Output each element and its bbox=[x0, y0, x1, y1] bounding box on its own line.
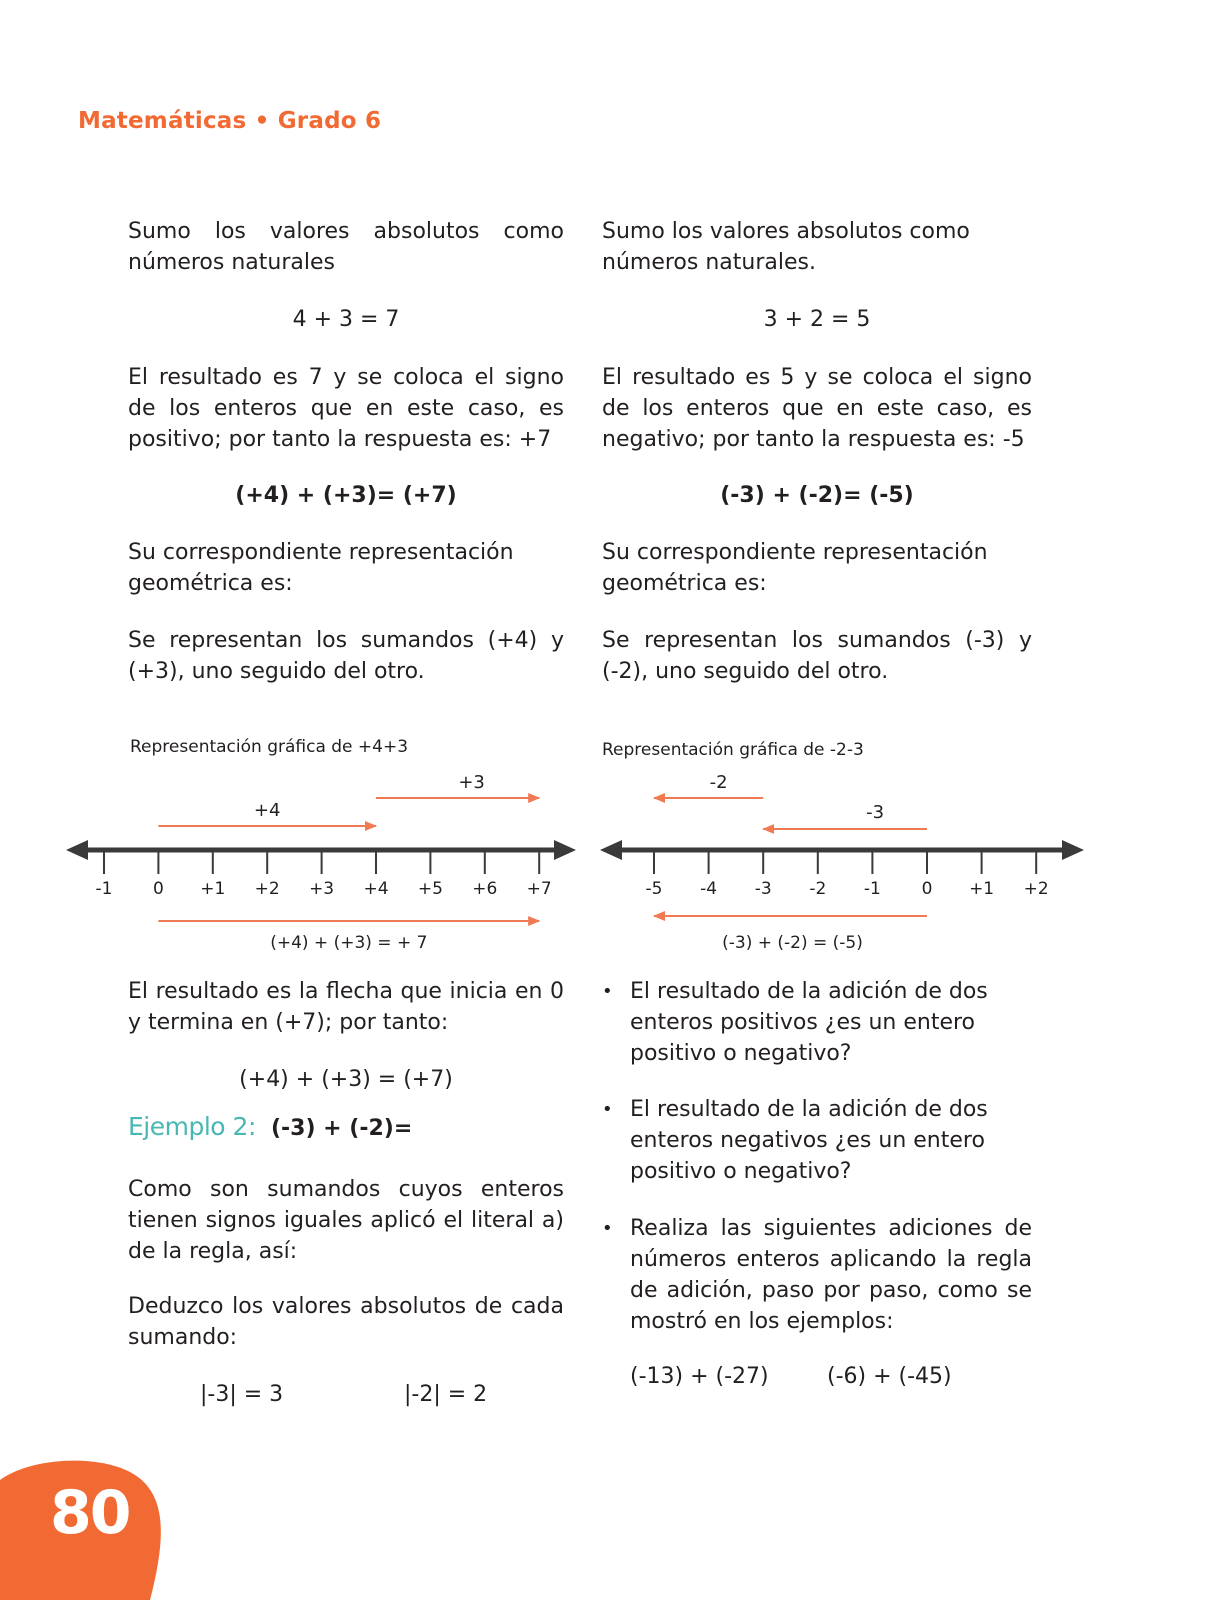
left-eq2: (+4) + (+3)= (+7) bbox=[235, 483, 457, 508]
bullet-text: El resultado de la adición de dos enteros positivos ¿es un entero positivo o negativo? bbox=[630, 979, 988, 1066]
arrow-plus-3-label: +3 bbox=[458, 772, 485, 793]
example-label: Ejemplo 2: bbox=[128, 1112, 256, 1141]
right-axis bbox=[600, 840, 1084, 860]
right-tick-label: +2 bbox=[1023, 879, 1049, 899]
bullet-item bbox=[602, 1213, 1032, 1337]
sum-label-minus-5: (-3) + (-2) = (-5) bbox=[722, 933, 863, 953]
bullet-text: El resultado de la adición de dos enteros negativos ¿es un entero positivo o negativo? bbox=[630, 1097, 988, 1184]
example-2-heading bbox=[128, 1112, 412, 1141]
bullet-icon: • bbox=[602, 981, 613, 1002]
left-p5: El resultado es la flecha que inicia en 0 y termina en (+7); por tanto: bbox=[128, 979, 564, 1035]
bullet-icon: • bbox=[602, 1218, 613, 1239]
left-tick-label: +7 bbox=[526, 879, 552, 899]
right-tick-label: -2 bbox=[809, 879, 827, 899]
right-p2: El resultado es 5 y se coloca el signo de los enteros que en este caso, es negativo; por tanto la respuesta es: -5 bbox=[602, 365, 1032, 452]
page-header: Matemáticas • Grado 6 bbox=[78, 108, 382, 134]
right-tick-label: -4 bbox=[700, 879, 718, 899]
right-tick-label: 0 bbox=[921, 879, 933, 899]
right-p1: Sumo los valores absolutos como números naturales. bbox=[602, 219, 970, 275]
left-tick-label: +1 bbox=[200, 879, 226, 899]
right-eq2: (-3) + (-2)= (-5) bbox=[720, 483, 914, 508]
left-tick-label: +4 bbox=[363, 879, 389, 899]
left-p7: Deduzco los valores absolutos de cada sumando: bbox=[128, 1294, 564, 1350]
left-tick-label: 0 bbox=[152, 879, 164, 899]
right-number-line bbox=[594, 770, 1110, 960]
left-number-line bbox=[60, 770, 590, 960]
arrow-plus-4-label: +4 bbox=[253, 800, 281, 821]
right-eq1: 3 + 2 = 5 bbox=[763, 307, 871, 332]
abs-value-2: |-2| = 2 bbox=[404, 1382, 488, 1407]
right-p4: Se representan los sumandos (-3) y (-2), uno seguido del otro. bbox=[602, 628, 1032, 684]
left-tick-label: +6 bbox=[472, 879, 498, 899]
left-p1: Sumo los valores absolutos como números naturales bbox=[128, 219, 564, 275]
left-tick-label: +3 bbox=[309, 879, 335, 899]
right-graph-caption: Representación gráfica de -2-3 bbox=[602, 740, 864, 760]
right-tick-label: -5 bbox=[645, 879, 663, 899]
bullet-text: Realiza las siguientes adiciones de números enteros aplicando la regla de adición, paso por paso, como se mostró en los ejemplos: bbox=[630, 1216, 1032, 1334]
left-graph-caption: Representación gráfica de +4+3 bbox=[130, 737, 409, 757]
right-tick-label: -3 bbox=[754, 879, 772, 899]
right-p3: Su correspondiente representación geométrica es: bbox=[602, 540, 988, 596]
left-tick-label: +5 bbox=[417, 879, 443, 899]
left-p4: Se representan los sumandos (+4) y (+3), uno seguido del otro. bbox=[128, 628, 564, 684]
right-tick-label: +1 bbox=[969, 879, 995, 899]
left-tick-label: -1 bbox=[95, 879, 113, 899]
left-eq3: (+4) + (+3) = (+7) bbox=[239, 1067, 453, 1092]
arrow-minus-3-label: -3 bbox=[866, 802, 885, 823]
exercise-2: (-6) + (-45) bbox=[827, 1364, 952, 1389]
left-tick-label: +2 bbox=[254, 879, 280, 899]
left-eq1: 4 + 3 = 7 bbox=[292, 307, 400, 332]
left-p2: El resultado es 7 y se coloca el signo de los enteros que en este caso, es positivo; por tanto la respuesta es: +7 bbox=[128, 365, 564, 452]
exercise-1: (-13) + (-27) bbox=[630, 1364, 769, 1389]
arrow-minus-2-label: -2 bbox=[709, 772, 728, 793]
abs-value-1: |-3| = 3 bbox=[200, 1382, 284, 1407]
left-p6: Como son sumandos cuyos enteros tienen signos iguales aplicó el literal a) de la regla, así: bbox=[128, 1177, 564, 1264]
sum-label-plus-7: (+4) + (+3) = + 7 bbox=[270, 933, 428, 953]
example-expression: (-3) + (-2)= bbox=[270, 1116, 413, 1141]
bullet-icon: • bbox=[602, 1099, 613, 1120]
left-p3: Su correspondiente representación geométrica es: bbox=[128, 540, 514, 596]
bullet-item bbox=[602, 1094, 1032, 1187]
bullet-item bbox=[602, 976, 1032, 1069]
page-number: 80 bbox=[50, 1478, 130, 1548]
right-tick-label: -1 bbox=[863, 879, 881, 899]
